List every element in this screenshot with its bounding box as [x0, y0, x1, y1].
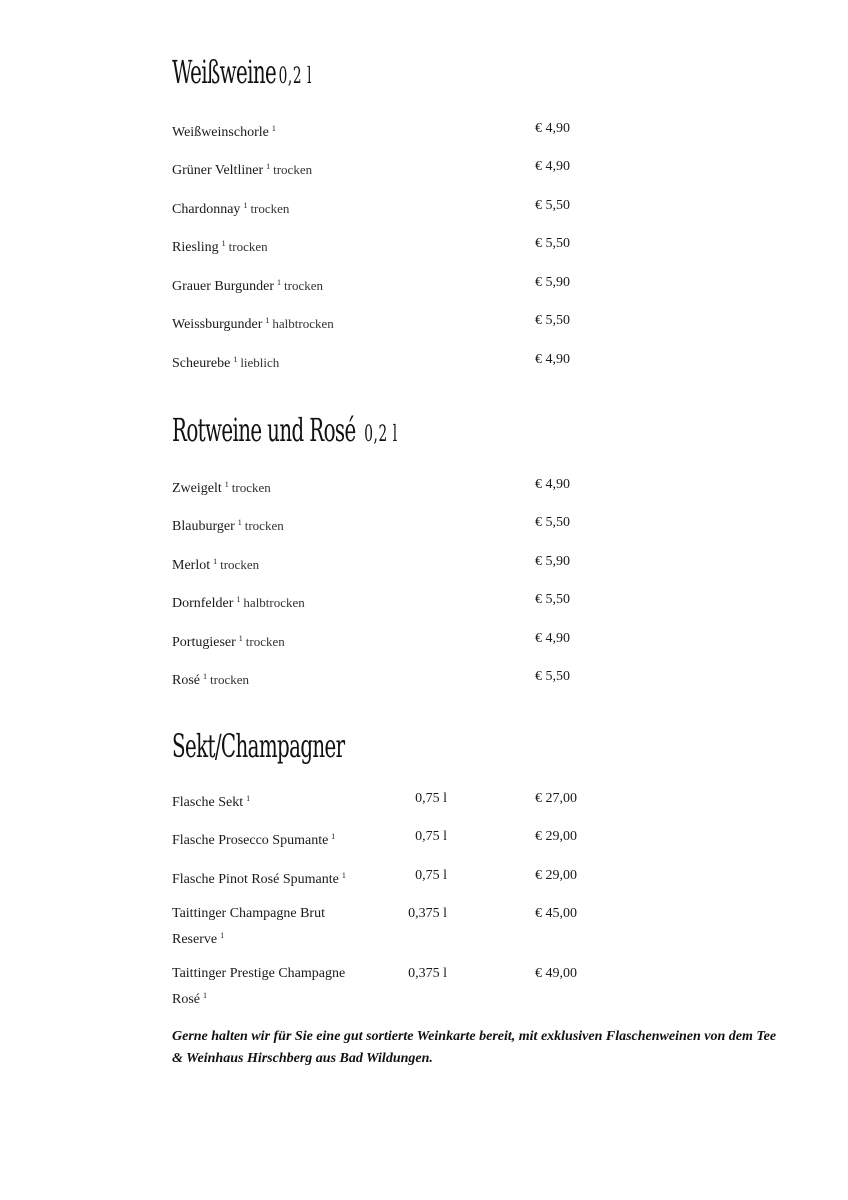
menu-item — [172, 233, 732, 273]
item-price: € 29,00 — [535, 868, 577, 883]
item-price: € 4,90 — [535, 121, 570, 136]
item-volume: 0,375 l — [408, 906, 447, 921]
item-volume: 0,75 l — [415, 791, 447, 806]
item-name-group — [172, 310, 334, 336]
menu-item — [172, 826, 732, 866]
item-price: € 5,50 — [535, 236, 570, 251]
item-name-group — [172, 903, 377, 951]
item-volume: 0,75 l — [415, 868, 447, 883]
item-name: Taittinger Champagne Brut Reserve — [172, 906, 325, 947]
item-name: Flasche Sekt — [172, 795, 244, 810]
item-name: Flasche Pinot Rosé Spumante — [172, 872, 339, 887]
footnote-mark: 1 — [236, 595, 241, 604]
section-title-weissweine: Weißweine 0,2 l — [172, 53, 313, 91]
menu-item — [172, 512, 732, 552]
footnote-mark: 1 — [220, 931, 225, 940]
footnote-mark: 1 — [203, 672, 207, 681]
item-name-group — [172, 349, 279, 375]
item-price: € 45,00 — [535, 906, 577, 921]
footnote-mark: 1 — [233, 355, 238, 364]
item-price: € 5,50 — [535, 198, 570, 213]
footnote-mark: 1 — [265, 316, 270, 325]
menu-item — [172, 963, 732, 1013]
footnote-mark: 1 — [266, 162, 271, 171]
item-style: trocken — [250, 201, 290, 216]
footnote-mark: 1 — [203, 991, 207, 1000]
item-name: Weißweinschorle — [172, 125, 269, 140]
section-unit: 0,2 l — [364, 422, 398, 447]
wine-list-note: Gerne halten wir für Sie eine gut sortierte Weinkarte bereit, mit exklusiven Flaschenweinen von dem Tee & Weinhaus Hirschberg aus Bad Wildungen. — [172, 1029, 777, 1066]
item-name-group — [172, 826, 335, 852]
item-name: Weissburgunder — [172, 317, 263, 332]
menu-item — [172, 628, 732, 668]
item-price: € 29,00 — [535, 829, 577, 844]
menu-item — [172, 156, 732, 196]
item-name: Rosé — [172, 673, 200, 688]
item-name: Blauburger — [172, 519, 235, 534]
item-price: € 5,50 — [535, 515, 570, 530]
item-name-group — [172, 474, 271, 500]
item-name-group — [172, 963, 377, 1011]
menu-item — [172, 551, 732, 591]
footnote-mark: 1 — [238, 634, 243, 643]
menu-item — [172, 349, 732, 389]
item-name: Riesling — [172, 240, 219, 255]
item-price: € 4,90 — [535, 477, 570, 492]
item-style: trocken — [273, 162, 313, 177]
item-name-group — [172, 551, 259, 577]
item-price: € 5,50 — [535, 592, 570, 607]
item-name: Flasche Prosecco Spumante — [172, 833, 329, 848]
item-price: € 4,90 — [535, 352, 570, 367]
item-name: Scheurebe — [172, 356, 231, 371]
item-name-group — [172, 589, 305, 615]
item-name: Taittinger Prestige Champagne Rosé — [172, 966, 346, 1007]
item-style: trocken — [284, 278, 323, 293]
item-name-group — [172, 233, 268, 259]
section-title-sekt: Sekt/Champagner — [172, 727, 345, 765]
item-style: halbtrocken — [272, 316, 334, 331]
item-name-group — [172, 512, 284, 538]
footnote-mark: 1 — [341, 871, 346, 880]
item-style: trocken — [210, 672, 249, 687]
menu-item — [172, 195, 732, 235]
footnote-mark: 1 — [271, 124, 276, 133]
item-name-group — [172, 195, 289, 221]
footnote-mark: 1 — [213, 557, 218, 566]
item-style: trocken — [245, 634, 285, 649]
menu-item — [172, 903, 732, 953]
item-name-group — [172, 272, 323, 298]
item-name-group — [172, 156, 312, 182]
item-name-group — [172, 628, 285, 654]
item-price: € 27,00 — [535, 791, 577, 806]
footnote-mark: 1 — [277, 278, 281, 287]
item-price: € 4,90 — [535, 631, 570, 646]
footnote-mark: 1 — [246, 794, 251, 803]
menu-item — [172, 589, 732, 629]
item-name-group — [172, 666, 249, 692]
item-price: € 4,90 — [535, 159, 570, 174]
menu-item — [172, 666, 732, 706]
footnote-mark: 1 — [331, 832, 336, 841]
section-title-rotweine: Rotweine und Rosé 0,2 l — [172, 411, 398, 449]
item-style: lieblich — [240, 355, 280, 370]
menu-item — [172, 865, 732, 905]
menu-item — [172, 118, 732, 158]
item-style: trocken — [244, 518, 284, 533]
item-style: trocken — [231, 480, 271, 495]
item-name-group — [172, 788, 250, 814]
item-price: € 5,90 — [535, 275, 570, 290]
item-price: € 5,90 — [535, 554, 570, 569]
footnote-mark: 1 — [237, 518, 242, 527]
menu-item — [172, 474, 732, 514]
section-unit: 0,2 l — [278, 64, 313, 89]
item-volume: 0,75 l — [415, 829, 447, 844]
item-name: Portugieser — [172, 635, 236, 650]
item-name-group — [172, 118, 279, 144]
item-price: € 5,50 — [535, 313, 570, 328]
item-name: Dornfelder — [172, 596, 234, 611]
item-name: Zweigelt — [172, 481, 222, 496]
item-name: Merlot — [172, 558, 211, 573]
item-name: Grauer Burgunder — [172, 279, 274, 294]
item-price: € 49,00 — [535, 966, 577, 981]
menu-item — [172, 788, 732, 828]
menu-item — [172, 310, 732, 350]
item-name: Grüner Veltliner — [172, 163, 264, 178]
footnote-mark: 1 — [221, 239, 226, 248]
item-name-group — [172, 865, 346, 891]
item-style: halbtrocken — [243, 595, 305, 610]
item-style: trocken — [228, 239, 268, 254]
item-name: Chardonnay — [172, 202, 241, 217]
item-price: € 5,50 — [535, 669, 570, 684]
item-volume: 0,375 l — [408, 966, 447, 981]
footnote-mark: 1 — [243, 201, 248, 210]
footnote-mark: 1 — [224, 480, 229, 489]
item-style: trocken — [220, 557, 260, 572]
menu-item — [172, 272, 732, 312]
